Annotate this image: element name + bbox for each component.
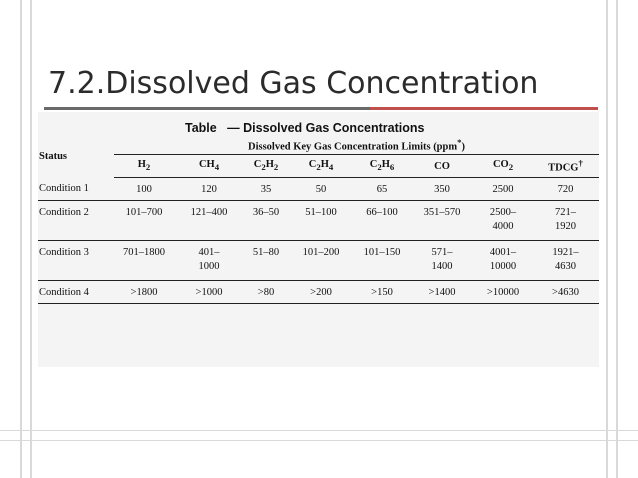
gas-subscript: 2 <box>145 162 151 173</box>
table-caption-text: Dissolved Gas Concentrations <box>243 121 425 135</box>
cell-line: >200 <box>310 286 332 298</box>
table-cell <box>114 201 174 241</box>
cell-line: >4630 <box>552 286 579 298</box>
gas-subscript: 2 <box>508 162 514 173</box>
table-cell <box>532 178 599 201</box>
gas-header-cell <box>114 155 174 178</box>
gas-subscript: 2 <box>377 162 382 173</box>
table-row <box>38 281 599 304</box>
cell-line: 571– <box>431 247 453 258</box>
gas-header-cell <box>474 155 532 178</box>
cell-line: 120 <box>201 183 217 195</box>
cell-line: 35 <box>260 183 272 195</box>
gas-header-cell <box>410 155 474 178</box>
table-cell <box>354 201 410 241</box>
cell-line: 10000 <box>489 261 517 272</box>
gas-symbol: TDCG <box>548 162 579 174</box>
cell-line: >1000 <box>195 286 223 298</box>
table-cell <box>174 241 244 281</box>
gas-concentration-table <box>38 136 599 304</box>
gas-symbol: C <box>253 159 262 171</box>
group-header-close: ) <box>461 141 465 153</box>
group-header-text: Dissolved Key Gas Concentration Limits (ppm <box>247 141 458 153</box>
gas-symbol: H <box>137 159 146 171</box>
table-cell <box>474 178 532 201</box>
cell-line: 721– <box>555 207 576 218</box>
title-underline-accent <box>370 107 598 110</box>
table-cell <box>244 201 288 241</box>
gas-header-cell <box>174 155 244 178</box>
guide-line-right-inner <box>606 0 608 478</box>
cell-line: 100 <box>136 183 152 195</box>
cell-line: 101–150 <box>363 247 401 258</box>
table-cell <box>114 178 174 201</box>
table-row <box>38 201 599 241</box>
table-cell <box>174 281 244 304</box>
table-cell <box>474 201 532 241</box>
cell-line: >150 <box>371 286 393 298</box>
table-row <box>38 241 599 281</box>
guide-line-bottom-outer <box>0 440 638 441</box>
table-cell <box>410 178 474 201</box>
table-cell <box>410 281 474 304</box>
cell-line: 2500– <box>489 207 517 218</box>
row-label: Condition 3 <box>38 241 114 281</box>
cell-line: 350 <box>434 183 450 195</box>
guide-line-left-inner <box>30 0 32 478</box>
gas-header-cell <box>354 155 410 178</box>
table-cell <box>288 178 354 201</box>
gas-subscript-second: 6 <box>389 162 395 173</box>
table-body <box>38 178 599 304</box>
cell-line: 101–200 <box>302 247 340 258</box>
table-caption-prefix: Table <box>185 121 217 135</box>
cell-line: 51–100 <box>305 207 337 218</box>
table-cell <box>114 241 174 281</box>
gas-header-cell <box>532 155 599 178</box>
row-label: Condition 4 <box>38 281 114 304</box>
cell-line: 701–1800 <box>123 247 165 258</box>
gas-subscript: 4 <box>214 162 220 173</box>
guide-line-right-outer <box>616 0 618 478</box>
gas-subscript: 2 <box>316 162 321 173</box>
gas-symbol: C <box>369 159 378 171</box>
table-cell <box>474 281 532 304</box>
cell-line: 36–50 <box>252 207 280 218</box>
table-cell <box>288 201 354 241</box>
cell-line: 1920 <box>555 221 576 232</box>
table-cell <box>532 281 599 304</box>
table-row <box>38 178 599 201</box>
gas-subscript: 2 <box>261 162 266 173</box>
table-cell <box>174 178 244 201</box>
gas-symbol: CH <box>198 159 215 171</box>
table-cell <box>410 201 474 241</box>
cell-line: 4000 <box>492 221 514 232</box>
table-cell <box>244 178 288 201</box>
cell-line: 101–700 <box>125 207 163 218</box>
table-cell <box>244 241 288 281</box>
gas-header-cell <box>288 155 354 178</box>
table-cell <box>288 241 354 281</box>
cell-line: 50 <box>315 183 327 195</box>
guide-line-left-outer <box>20 0 22 478</box>
cell-line: 4001– <box>489 247 517 258</box>
gas-symbol: C <box>308 159 317 171</box>
status-header: Status <box>39 151 68 163</box>
cell-line: >10000 <box>486 286 520 298</box>
guide-line-bottom-inner <box>0 430 638 431</box>
cell-line: 720 <box>557 183 574 195</box>
cell-line: 65 <box>376 183 388 195</box>
table-image-panel <box>38 112 599 367</box>
title-underline <box>44 107 370 110</box>
cell-line: >1400 <box>428 286 456 298</box>
gas-subscript-second: 4 <box>328 162 334 173</box>
gas-header-cell <box>244 155 288 178</box>
table-cell <box>532 201 599 241</box>
gas-symbol-rest: H <box>320 159 329 171</box>
gas-symbol: CO <box>492 159 509 171</box>
table-cell <box>174 201 244 241</box>
table-cell <box>114 281 174 304</box>
table-cell <box>354 178 410 201</box>
gas-superscript: † <box>578 158 583 169</box>
table-cell <box>354 241 410 281</box>
cell-line: >80 <box>257 286 275 298</box>
gas-symbol-rest: H <box>381 159 390 171</box>
group-header-sup: * <box>457 137 462 148</box>
table-cell <box>244 281 288 304</box>
cell-line: 51–80 <box>252 247 280 258</box>
cell-line: >1800 <box>130 286 158 298</box>
table-cell <box>354 281 410 304</box>
cell-line: 1000 <box>198 261 220 272</box>
gas-subscript-second: 2 <box>273 162 279 173</box>
group-header <box>114 136 599 155</box>
row-label: Condition 2 <box>38 201 114 241</box>
cell-line: 4630 <box>555 261 576 272</box>
gas-symbol-rest: H <box>265 159 274 171</box>
slide-title: 7.2.Dissolved Gas Concentration <box>48 66 539 101</box>
table-cell <box>410 241 474 281</box>
cell-line: 1921– <box>552 247 579 258</box>
table-cell <box>474 241 532 281</box>
cell-line: 401– <box>198 247 220 258</box>
gas-header-row <box>38 155 599 178</box>
cell-line: 1400 <box>431 261 453 272</box>
cell-line: 66–100 <box>366 207 398 218</box>
cell-line: 351–570 <box>423 207 461 218</box>
cell-line: 2500 <box>492 183 514 195</box>
cell-line: 121–400 <box>190 207 228 218</box>
table-caption-separator: — <box>227 121 240 135</box>
table-cell <box>532 241 599 281</box>
row-label: Condition 1 <box>38 178 114 201</box>
table-cell <box>288 281 354 304</box>
gas-symbol: CO <box>434 160 450 172</box>
